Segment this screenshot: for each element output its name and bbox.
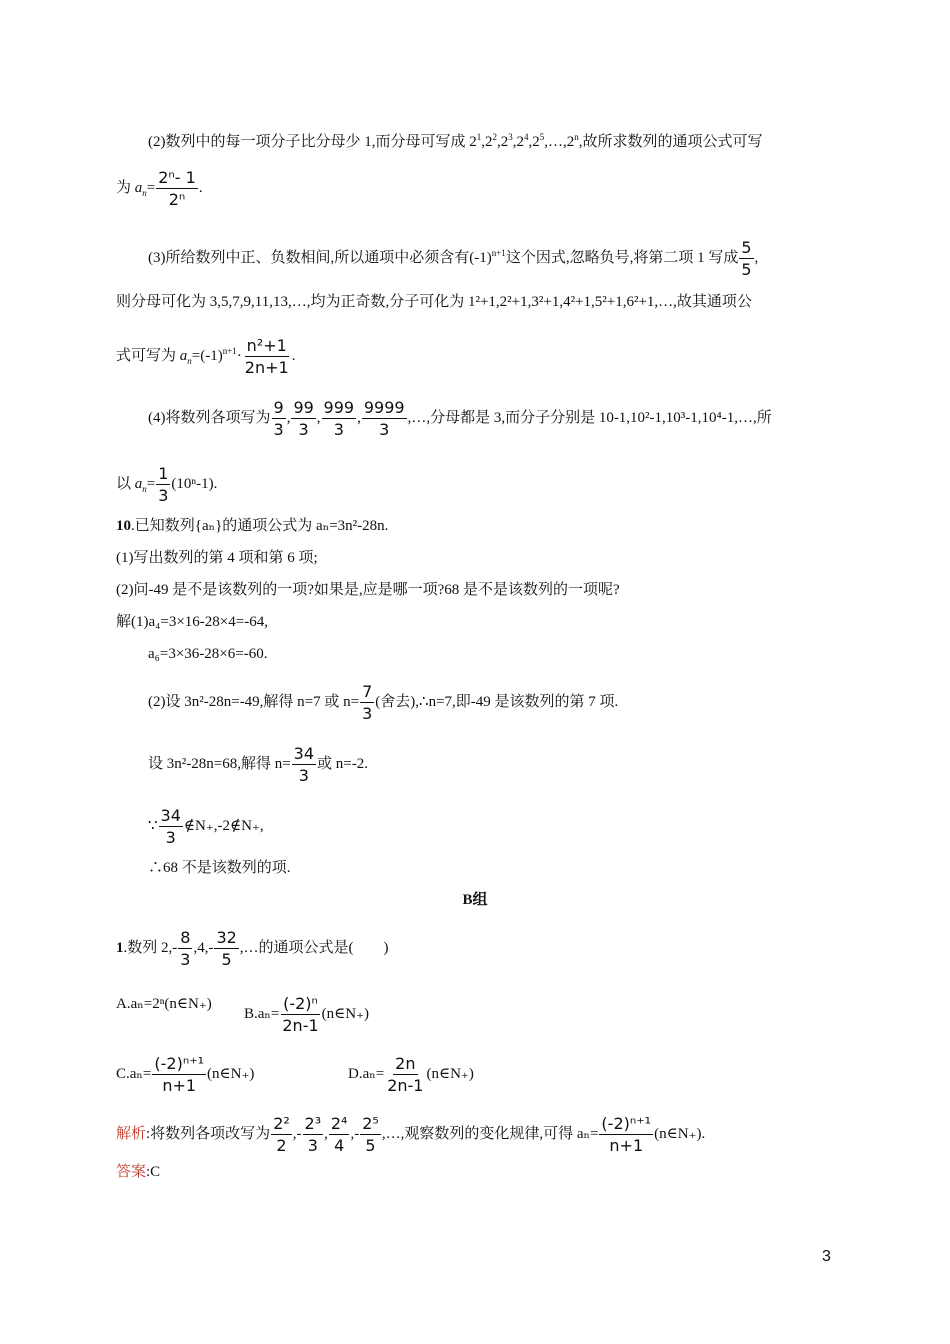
- frac-num: 2ⁿ- 1: [158, 168, 196, 187]
- b1-frac-1: [178, 928, 192, 969]
- para2-line1: (2)数列中的每一项分子比分母少 1,而分母可写成 $2^1,2^2,2^3,2^4,2^5,\dots,2^n$,故所求数列的通项公式可写: [148, 132, 763, 150]
- frac-num: 34: [293, 744, 315, 763]
- b1-analysis: 解析:将数列各项改写为 $\frac{\text{2²}}{2}$ ,- $\frac{\text{2³}}{3}$ , $\frac{\text{2⁴}}{4}$ ,- $\frac{\text{2⁵}}{5}$ ,…,观察数列的变化规律,可得 aₙ= $\frac{\text{(-2)ⁿ⁺¹}}{n+1}$ (n∈N₊).: [116, 1114, 706, 1155]
- frac-den: 2ⁿ: [168, 190, 186, 209]
- frac-den: 2n+1: [244, 358, 289, 377]
- q10-solution-3: [148, 682, 618, 723]
- q10-s4-a: 设 3n²-28n=68,解得 n=: [148, 755, 291, 772]
- frac-den: n+1: [162, 1076, 197, 1095]
- q10-s4-b: 或 n=-2.: [317, 755, 368, 772]
- option-b-domain: (n∈N₊): [321, 1005, 369, 1022]
- frac-den: 4: [334, 1136, 345, 1155]
- option-d-frac: [385, 1054, 425, 1095]
- b1-stem-a: .数列 2,-: [123, 939, 178, 956]
- analysis-frac-2: [303, 1114, 324, 1155]
- para2-prefix: 为: [116, 179, 135, 196]
- para4-prefix: (4)将数列各项写为: [148, 409, 271, 426]
- b1-frac-2: [214, 928, 238, 969]
- option-a-text: A.aₙ=2ⁿ(n∈N₊): [116, 996, 212, 1012]
- para4-line2: 以 $a_n=$ $\frac{1}{3}$ (10ⁿ-1).: [116, 464, 218, 505]
- frac-num: (-2)ⁿ⁺¹: [601, 1114, 652, 1133]
- q10-sub2-text: (2)问-49 是不是该数列的一项?如果是,应是哪一项?68 是不是该数列的一项呢?: [116, 582, 620, 598]
- frac-den: 3: [307, 1136, 318, 1155]
- b1-option-d: [348, 1054, 474, 1095]
- q10-s2-text: a₆=3×36-28×6=-60.: [148, 646, 268, 662]
- frac-den: 3: [333, 420, 344, 439]
- q10-s1-text: 解(1)a₄=3×16-28×4=-64,: [116, 614, 268, 630]
- analysis-frac-4: [360, 1114, 381, 1155]
- para2-text: (2)数列中的每一项分子比分母少 1,而分母可写成 2: [148, 134, 477, 150]
- frac-den: 2n-1: [282, 1016, 319, 1035]
- q10-sub2: [116, 580, 620, 600]
- option-c-label: C.aₙ=: [116, 1065, 152, 1082]
- analysis-text-b: ,…,观察数列的变化规律,可得 aₙ=: [381, 1125, 599, 1142]
- option-d-label: D.aₙ=: [348, 1065, 385, 1082]
- q10-s5-a: ∵: [148, 817, 158, 834]
- frac-num: 1: [158, 464, 169, 483]
- frac-den: 3: [298, 420, 309, 439]
- frac-den: 5: [365, 1136, 376, 1155]
- analysis-frac-1: [271, 1114, 292, 1155]
- para2-fraction: [156, 168, 198, 209]
- frac-num: 32: [216, 928, 237, 947]
- q10-stem: [116, 516, 388, 536]
- frac-den: 3: [298, 766, 309, 785]
- frac-den: 3: [362, 704, 373, 723]
- b1-option-c: [116, 1054, 254, 1095]
- q10-s3-b: (舍去),∴n=7,即-49 是该数列的第 7 项.: [375, 693, 619, 710]
- para4-frac-1: [272, 398, 286, 439]
- para4-frac-4: [362, 398, 407, 439]
- para4-line1: (4)将数列各项写为 $\frac{9}{3}$ , $\frac{99}{3}$ , $\frac{999}{3}$ , $\frac{9999}{3}$ ,…,分母都是 3,而分子分别是 10-1,10²-1,10³-1,10⁴-1,…,所: [148, 398, 772, 439]
- q10-solution-4: [148, 744, 368, 785]
- option-d-domain: (n∈N₊): [426, 1065, 474, 1082]
- frac-num: 7: [362, 682, 373, 701]
- frac-num: 9: [273, 398, 284, 417]
- answer-label: 答案: [116, 1164, 147, 1180]
- frac-num: 99: [293, 398, 314, 417]
- q10-solution-2: [148, 644, 267, 664]
- frac-num: n²+1: [246, 336, 287, 355]
- frac-den: 2n-1: [387, 1076, 424, 1095]
- frac-den: 3: [180, 950, 191, 969]
- para4-line2-prefix: 以: [116, 475, 135, 492]
- b1-stem: [116, 928, 389, 969]
- frac-den: n+1: [609, 1136, 644, 1155]
- frac-num: 999: [323, 398, 355, 417]
- para4-result-frac: [156, 464, 170, 505]
- frac-num: 2²: [273, 1114, 290, 1133]
- b1-stem-c: ,…的通项公式是( ): [239, 939, 389, 956]
- q10-s3-frac: [360, 682, 374, 723]
- para3-text: (3)所给数列中正、负数相间,所以通项中必须含有(-1): [148, 249, 492, 266]
- b1-stem-b: ,4,-: [193, 939, 214, 956]
- b1-option-b: [244, 994, 369, 1035]
- b1-answer: [116, 1162, 160, 1182]
- q10-solution-5: [148, 806, 264, 847]
- para3-line2-text: 则分母可化为 3,5,7,9,11,13,…,均为正奇数,分子可化为 1²+1,2²+1,3²+1,4²+1,5²+1,6²+1,…,故其通项公: [116, 294, 752, 310]
- para4-tail: ,…,分母都是 3,而分子分别是 10-1,10²-1,10³-1,10⁴-1,…,所: [407, 409, 772, 426]
- frac-den: 3: [273, 420, 284, 439]
- q10-solution-1: [116, 612, 268, 632]
- page-number: 3: [822, 1248, 831, 1265]
- para4-line2-tail: (10ⁿ-1).: [171, 475, 218, 492]
- question-number: 10: [116, 518, 131, 534]
- q10-solution-6: [148, 858, 291, 878]
- frac-den: 5: [741, 260, 752, 279]
- q10-s6-text: ∴68 不是该数列的项.: [148, 860, 291, 876]
- frac-den: 2: [276, 1136, 287, 1155]
- para2-tail: ,故所求数列的通项公式可写: [578, 134, 763, 150]
- para3-prefix: 式可写为: [116, 347, 180, 364]
- para3-formula: [243, 336, 291, 377]
- option-b-label: B.aₙ=: [244, 1005, 280, 1022]
- q10-s5-frac: [159, 806, 183, 847]
- option-c-frac: [152, 1054, 206, 1095]
- analysis-text-c: (n∈N₊).: [654, 1125, 706, 1142]
- para2-line2: 为 $a_n=$ $\frac{\text{2ⁿ- 1}}{\text{2ⁿ}}$ .: [116, 168, 203, 209]
- group-b-title: B组: [462, 892, 488, 908]
- para4-frac-3: [322, 398, 357, 439]
- para3-line2: [116, 292, 752, 312]
- para3-line3: 式可写为 $a_n=(-1)^{n+1}\cdot$ $\frac{\text{n²+1}}{2n+1}$ .: [116, 336, 296, 377]
- frac-num: 8: [180, 928, 191, 947]
- q10-stem-text: .已知数列{aₙ}的通项公式为 aₙ=3n²-28n.: [131, 518, 389, 534]
- option-b-frac: [280, 994, 320, 1035]
- q10-sub1-text: (1)写出数列的第 4 项和第 6 项;: [116, 550, 318, 566]
- frac-num: 2⁴: [330, 1114, 348, 1133]
- frac-den: 3: [165, 828, 176, 847]
- q10-sub1: [116, 548, 318, 568]
- para3-mid: 这个因式,忽略负号,将第二项 1 写成: [505, 249, 739, 266]
- frac-den: 3: [379, 420, 390, 439]
- para3-fraction: [739, 238, 753, 279]
- analysis-label: 解析: [116, 1125, 147, 1142]
- q10-s4-frac: [292, 744, 316, 785]
- para4-frac-2: [291, 398, 315, 439]
- para3-line1: (3)所给数列中正、负数相间,所以通项中必须含有$(-1)^{n+1}$这个因式,忽略负号,将第二项 1 写成 $\frac{5}{5}$ ,: [148, 238, 759, 279]
- analysis-text-a: :将数列各项改写为: [146, 1125, 271, 1142]
- frac-num: 2n: [395, 1054, 416, 1073]
- frac-num: (-2)ⁿ: [283, 994, 318, 1013]
- frac-num: 34: [160, 806, 181, 825]
- q10-s5-b: ∉N₊,-2∉N₊,: [183, 817, 264, 834]
- frac-num: 9999: [363, 398, 405, 417]
- option-c-domain: (n∈N₊): [207, 1065, 255, 1082]
- frac-num: (-2)ⁿ⁺¹: [154, 1054, 205, 1073]
- frac-den: 3: [158, 486, 169, 505]
- frac-num: 2⁵: [362, 1114, 379, 1133]
- frac-num: 2³: [304, 1114, 322, 1133]
- analysis-result-frac: [599, 1114, 653, 1155]
- q10-s3-a: (2)设 3n²-28n=-49,解得 n=7 或 n=: [148, 693, 360, 710]
- frac-den: 5: [221, 950, 232, 969]
- b1-option-a: [116, 994, 212, 1014]
- answer-value: :C: [146, 1164, 161, 1180]
- frac-num: 5: [741, 238, 752, 257]
- analysis-frac-3: [329, 1114, 350, 1155]
- question-number: 1: [116, 939, 124, 956]
